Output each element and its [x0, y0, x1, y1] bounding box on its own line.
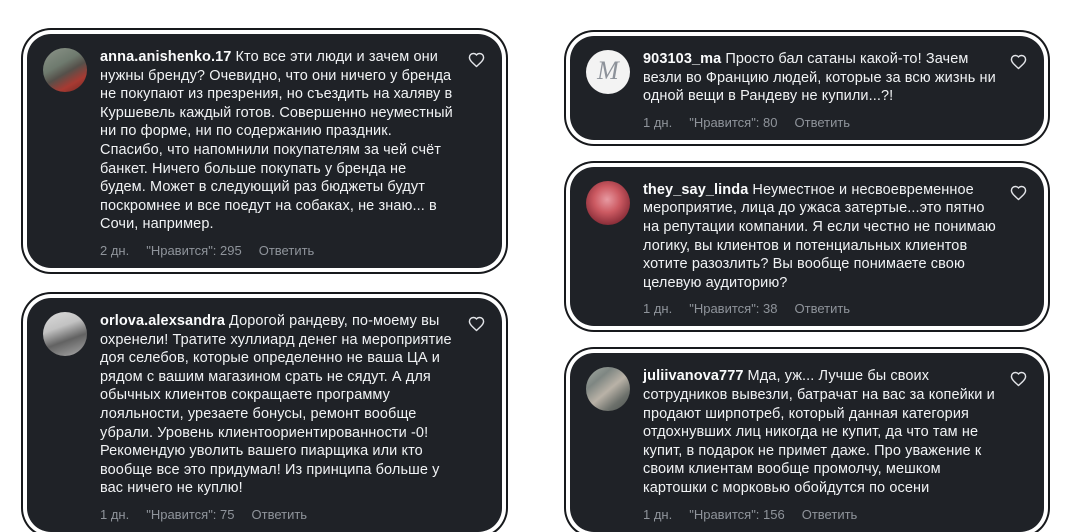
heart-outline-icon[interactable] [468, 315, 485, 332]
reply-button[interactable]: Ответить [258, 242, 315, 258]
left-column [27, 34, 502, 522]
comment-text-content: Неуместное и несвоевременное мероприятие, лица до ужаса затертые...это пятно на репутации компании. Я если честно не понимаю логику, вы клиентов и потенциальных клиентов хотите разозлить? Вы вообще понимаете свою целевую аудиторию? [643, 181, 996, 291]
comment-username[interactable]: orlova.alexsandra [100, 312, 226, 329]
reply-button[interactable]: Ответить [251, 506, 308, 522]
comment-time: 2 дн. [100, 242, 130, 258]
comment-meta [643, 301, 998, 316]
comment-body [100, 312, 456, 522]
comment-body [643, 50, 998, 130]
heart-outline-icon[interactable] [1010, 370, 1027, 387]
comment-username[interactable]: 903103_ma [643, 51, 722, 67]
comment-text [643, 50, 998, 106]
reply-button[interactable]: Ответить [794, 114, 851, 130]
comment-text-content: Кто все эти люди и зачем они нужны бренду? Очевидно, что они ничего у бренда не покупают из презрения, но съездить на халяву в Куршевель каждый готов. Совершенно неуместный ни по форме, ни по содержанию праздник. Спасибо, что напомнили покупателям за чей счёт банкет. Ничего больше покупать у бренда не будем. Может в следующий раз бюджеты будут поскромнее и все поедут на собаках, не знаю... в Сочи, например. [100, 49, 453, 233]
reply-button[interactable]: Ответить [794, 301, 851, 317]
comment-meta [643, 507, 998, 522]
avatar[interactable] [586, 367, 630, 411]
right-column [570, 34, 1044, 522]
comment-time: 1 дн. [643, 301, 673, 317]
comment-text [100, 312, 456, 498]
comment-meta [100, 507, 456, 522]
avatar[interactable] [43, 312, 87, 356]
comment-meta [100, 243, 456, 258]
comment-card [570, 167, 1044, 327]
comment-body [643, 367, 998, 521]
likes-count[interactable]: "Нравится": 156 [689, 506, 785, 522]
heart-outline-icon[interactable] [468, 51, 485, 68]
avatar[interactable] [43, 48, 87, 92]
avatar[interactable] [586, 50, 630, 94]
comment-text [100, 48, 456, 234]
comment-body [100, 48, 456, 258]
comment-username[interactable]: they_say_linda [643, 181, 749, 198]
comment-time: 1 дн. [643, 114, 673, 130]
comment-text-content: Просто бал сатаны какой-то! Зачем везли во Францию людей, которые за всю жизнь ни одной вещи в Рандеву не купили...?! [643, 51, 996, 105]
likes-count[interactable]: "Нравится": 38 [689, 301, 778, 317]
comment-time: 1 дн. [100, 506, 130, 522]
comment-card [570, 353, 1044, 531]
comment-username[interactable]: juliivanova777 [643, 368, 744, 385]
comment-time: 1 дн. [643, 506, 673, 522]
comment-card [27, 34, 502, 268]
comment-text-content: Мда, уж... Лучше бы своих сотрудников вывезли, батрачат на вас за копейки и продают ширпотреб, который данная категория отдохнувших лиц никогда не купит, да что там не купит, в подарок не примет даже. Про уважение к своим клиентам вообще промолчу, мешком картошки с морковью обойдутся по осени [643, 368, 995, 496]
heart-outline-icon[interactable] [1010, 53, 1027, 70]
reply-button[interactable]: Ответить [801, 506, 858, 522]
comment-text [643, 181, 998, 293]
comment-card [570, 36, 1044, 140]
avatar-letter: M [597, 56, 619, 85]
comment-body [643, 181, 998, 317]
comment-card [27, 298, 502, 532]
avatar[interactable] [586, 181, 630, 225]
comment-text-content: Дорогой рандеву, по-моему вы охренели! Тратите хуллиард денег на мероприятие доя селебов, которые определенно не ваша ЦА и рядом с вашим магазином срать не сядут. А для обычных клиентов сокращаете программу лояльности, урезаете бонусы, ремонт вообще убрали. Уровень клиентоориентированности -0! Рекомендую уволить вашего пиарщика или кто вообще все это придумал! Из принципа больше у вас ничего не куплю! [100, 312, 452, 497]
likes-count[interactable]: "Нравится": 295 [146, 242, 242, 258]
likes-count[interactable]: "Нравится": 75 [146, 506, 235, 522]
comment-username[interactable]: anna.anishenko.17 [100, 49, 232, 65]
likes-count[interactable]: "Нравится": 80 [689, 114, 778, 130]
comment-meta [643, 115, 998, 130]
heart-outline-icon[interactable] [1010, 184, 1027, 201]
comment-text [643, 367, 998, 497]
